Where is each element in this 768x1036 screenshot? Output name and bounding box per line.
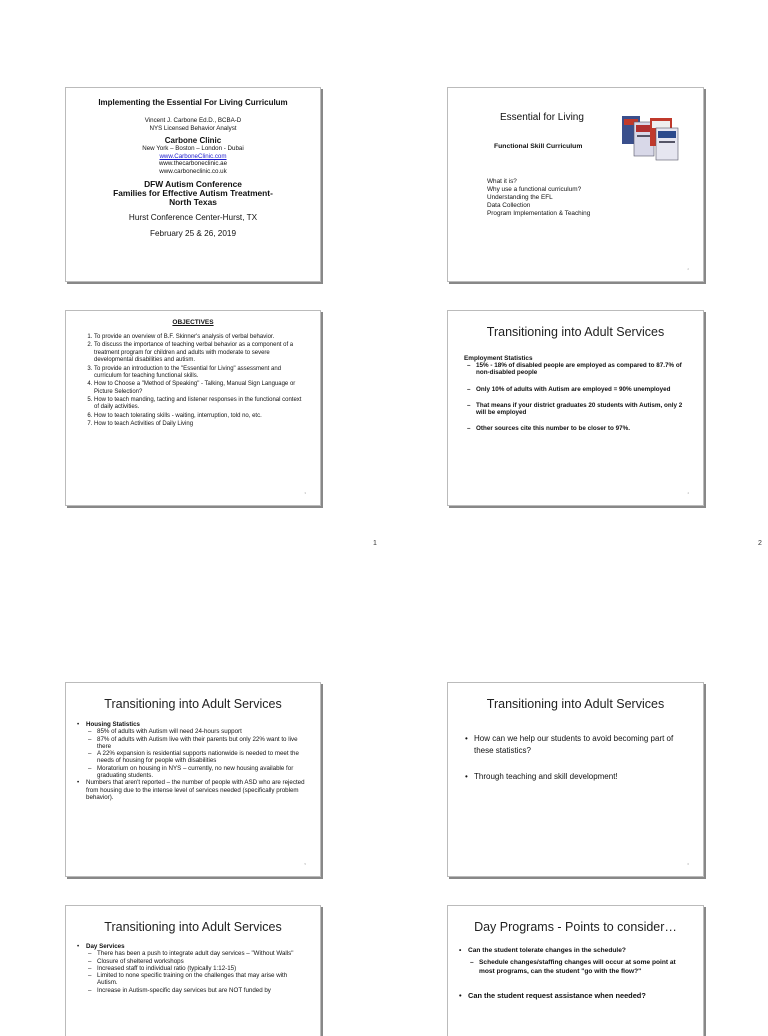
clinic-cities: New York – Boston – London - Dubai [142, 145, 244, 152]
list-item: 7. How to teach Activities of Daily Living [94, 421, 308, 428]
slide-number: 2 [687, 267, 689, 271]
slide-help-students [448, 683, 703, 876]
list-item: – Only 10% of adults with Autism are employed = 90% unemployed [476, 386, 693, 393]
bullet-day-services [86, 943, 310, 994]
slide-title: Transitioning into Adult Services [104, 697, 282, 711]
conference-line-3: North Texas [169, 197, 217, 207]
clinic-link-us[interactable]: www.CarboneClinic.com [159, 152, 227, 160]
slide-title: Transitioning into Adult Services [486, 697, 665, 711]
question-assistance: • Can the student request assistance when needed? [468, 991, 693, 1001]
bullet-schedule [468, 946, 693, 977]
author-license: NYS Licensed Behavior Analyst [149, 124, 237, 132]
list-item: – Closure of sheltered workshops [97, 958, 300, 965]
slide-number: 5 [304, 862, 306, 866]
day-services-bullets [66, 943, 320, 994]
list-item: 2. To discuss the importance of teaching verbal behavior as a component of a treatment program for children and adults with moderate to severe developmental disabilities and autism. [94, 342, 308, 364]
list-item: – 87% of adults with Autism live with their parents but only 22% want to live there [97, 736, 300, 751]
list-item: 3. To provide an introduction to the "Essential for Living" assessment and curriculum for teaching functional skills. [94, 366, 308, 381]
help-bullets [448, 733, 703, 783]
question-schedule: Can the student tolerate changes in the schedule? [468, 947, 626, 954]
housing-list [86, 728, 310, 779]
list-item: Data Collection [487, 202, 531, 209]
slide-subtitle: Functional Skill Curriculum [494, 143, 583, 150]
day-program-bullets [448, 946, 703, 1000]
list-item: – There has been a push to integrate adult day services – "Without Walls" [97, 950, 300, 957]
list-item: – Increase in Autism-specific day services but are NOT funded by [97, 987, 300, 994]
slide-title: Transitioning into Adult Services [486, 325, 665, 339]
slide-title: Day Programs - Points to consider… [474, 920, 677, 934]
schedule-sublist [468, 958, 693, 977]
clinic-link-uk: www.carboneclinic.co.uk [159, 167, 227, 175]
list-item: What it is? [487, 178, 517, 185]
book-covers-image [620, 114, 680, 162]
list-item: Program Implementation & Teaching [487, 210, 591, 217]
slide-housing-statistics [66, 683, 320, 876]
page-number-1: 1 [373, 540, 377, 547]
list-item: – Increased staff to individual ratio (typically 1:12-15) [97, 965, 300, 972]
bullet-note: • Numbers that aren't reported – the number of people with ASD who are rejected from housing due to the intense level of services needed (specifically problem behavior). [86, 779, 310, 801]
slide-title: Transitioning into Adult Services [104, 920, 282, 934]
list-item: • How can we help our students to avoid becoming part of these statistics? [474, 733, 693, 757]
venue: Hurst Conference Center-Hurst, TX [128, 213, 258, 222]
section-heading: Housing Statistics [86, 721, 140, 728]
slide-essential-for-living [448, 88, 703, 281]
employment-list [448, 362, 703, 433]
list-item: – Other sources cite this number to be closer to 97%. [476, 425, 693, 432]
slide-title: Essential for Living [500, 112, 584, 123]
topic-list [487, 178, 590, 218]
list-item: 1. To provide an overview of B.F. Skinner's analysis of verbal behavior. [94, 334, 308, 341]
list-item: – That means if your district graduates 20 students with Autism, only 2 will be employed [476, 402, 693, 417]
bullet-housing [86, 721, 310, 779]
list-item: – Moratorium on housing in NYS – currently, no new housing available for graduating students. [97, 765, 300, 780]
list-item: Why use a functional curriculum? [487, 186, 582, 193]
list-item: – 85% of adults with Autism will need 24-hours support [97, 728, 300, 735]
day-services-list [86, 950, 310, 994]
list-item: – Schedule changes/staffing changes will occur at some point at most programs, can the student "go with the flow?" [479, 958, 683, 977]
clinic-name: Carbone Clinic [164, 136, 222, 145]
list-item: • Through teaching and skill development! [474, 771, 693, 783]
slide-number: 4 [687, 491, 689, 495]
conference-line-2: Families for Effective Autism Treatment- [113, 188, 273, 198]
housing-bullets [66, 721, 320, 801]
list-item: Understanding the EFL [487, 194, 553, 201]
section-heading: Day Services [86, 943, 125, 950]
conference-name [66, 180, 320, 207]
slide-employment-statistics [448, 311, 703, 505]
slide-day-services [66, 906, 320, 1036]
list-item: 6. How to teach tolerating skills - waiting, interruption, told no, etc. [94, 413, 308, 420]
slide-number: 3 [304, 491, 306, 495]
list-item: 4. How to Choose a "Method of Speaking" - Talking, Manual Sign Language or Picture Selection? [94, 381, 308, 396]
list-item: – 15% - 18% of disabled people are employed as compared to 87.7% of non-disabled people [476, 362, 693, 377]
slide-number: 6 [687, 862, 689, 866]
objectives-list [66, 334, 320, 429]
slide-title: OBJECTIVES [172, 319, 214, 326]
list-item: – A 22% expansion is residential supports nationwide is needed to meet the needs of housing for people with disabilities [97, 750, 300, 765]
slide-day-programs [448, 906, 703, 1036]
presentation-title: Implementing the Essential For Living Curriculum [98, 98, 288, 107]
list-item: 5. How to teach manding, tacting and listener responses in the functional context of daily activities. [94, 397, 308, 412]
section-heading: Employment Statistics [464, 355, 533, 362]
conference-dates: February 25 & 26, 2019 [149, 229, 237, 238]
slide-title-page [66, 88, 320, 281]
conference-line-1: DFW Autism Conference [144, 179, 242, 189]
page-number-2: 2 [758, 540, 762, 547]
list-item: – Limited to none specific training on the challenges that may arise with Autism. [97, 972, 300, 987]
clinic-link-ae: www.thecarboneclinic.ae [158, 160, 228, 167]
slide-objectives [66, 311, 320, 505]
author-name: Vincent J. Carbone Ed.D., BCBA-D [144, 117, 242, 124]
